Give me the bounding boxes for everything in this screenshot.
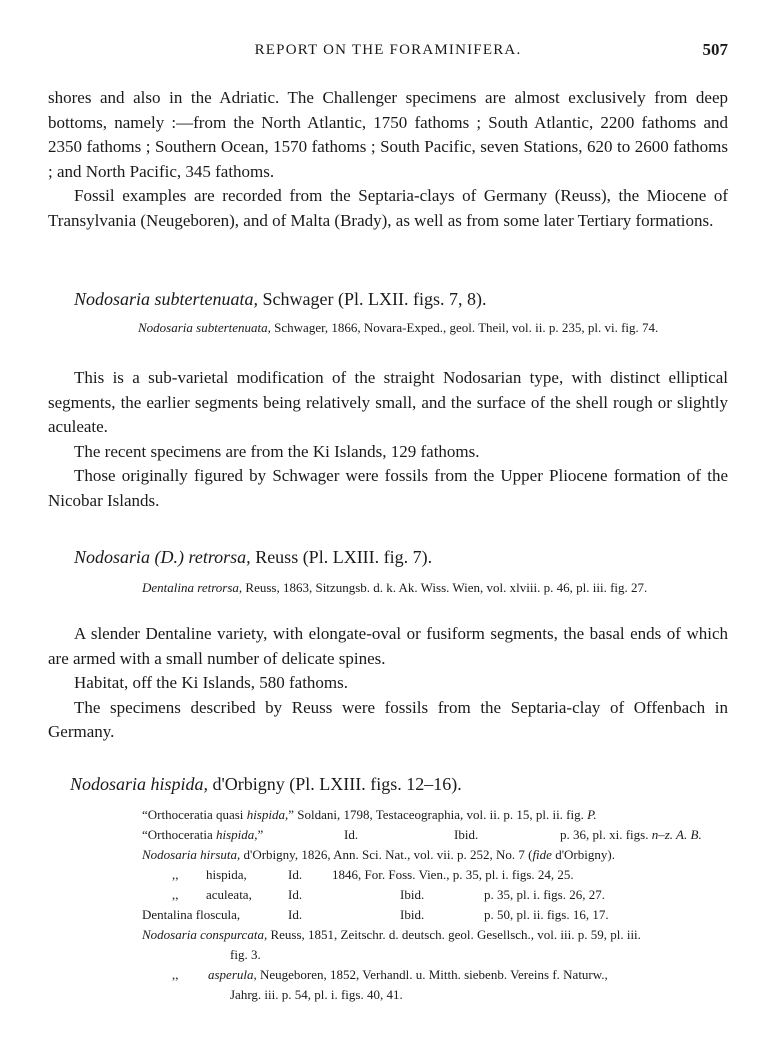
paragraph: The recent specimens are from the Ki Islands, 129 fathoms. (74, 441, 480, 461)
synonym-reference (560, 825, 702, 845)
paragraph: Fossil examples are recorded from the Septaria-clays of Germany (Reuss), the Miocene of Transylvania (Neugeboren), and of Malta (Brady), as well as from some later Tertiary formations. (48, 186, 728, 230)
synonym-name: aculeata, (206, 887, 252, 902)
ditto-mark: ,, (172, 887, 179, 902)
synonym-reference-continued: fig. 3. (230, 947, 261, 962)
page-number: 507 (702, 40, 728, 59)
ditto-mark: ,, (172, 867, 179, 882)
paragraph: shores and also in the Adriatic. The Challenger specimens are almost exclusively from deep bottoms, namely :—from the North Atlantic, 1750 fathoms ; South Atlantic, 2200 fathoms and 2350 fathoms ; Southern Ocean, 1570 fathoms ; South Pacific, seven Stations, 620 to 2600 fathoms ; and North Pacific, 345 fathoms. (48, 88, 728, 181)
species-heading (74, 545, 734, 569)
synonym-text: “Orthoceratia (142, 827, 216, 842)
synonym-entry (142, 805, 597, 825)
synonym-name: Nodosaria subtertenuata, (138, 320, 271, 335)
species-description (48, 366, 728, 513)
synonym-text: fide (532, 847, 552, 862)
synonym-name: hispida, (206, 867, 247, 882)
ditto-mark: ,, (172, 967, 179, 982)
synonym-entry (142, 845, 615, 865)
synonym-idem: Id. (344, 827, 359, 842)
synonym-name: asperula, (208, 967, 257, 982)
species-heading (70, 772, 730, 796)
running-header: REPORT ON THE FORAMINIFERA. (254, 42, 522, 58)
paragraph: A slender Dentaline variety, with elongate-oval or fusiform segments, the basal ends of which are armed with a small number of delicate spines. (48, 624, 728, 668)
species-name: Nodosaria subtertenuata, (74, 289, 259, 309)
paragraph: Those originally figured by Schwager were fossils from the Upper Pliocene formation of the Nicobar Islands. (48, 466, 728, 510)
synonym-reference: 1846, For. Foss. Vien., p. 35, pl. i. figs. 24, 25. (332, 867, 574, 882)
synonym-idem: Id. (288, 867, 303, 882)
synonym-idem: Id. (288, 907, 303, 922)
species-name: Nodosaria hispida, (70, 774, 209, 794)
synonym-reference: Reuss, 1851, Zeitschr. d. deutsch. geol. Gesellsch., vol. iii. p. 59, pl. iii. (267, 927, 641, 942)
synonym-reference: ” Soldani, 1798, Testaceographia, vol. ii. p. 15, pl. ii. fig. (288, 807, 588, 822)
synonym-name: hispida, (246, 807, 289, 822)
species-authority: Schwager (Pl. LXII. figs. 7, 8). (258, 289, 487, 309)
synonym-text: d'Orbigny). (551, 847, 615, 862)
reference-text: p. 36, pl. xi. figs. (560, 827, 652, 842)
synonym-name: Dentalina floscula, (142, 907, 241, 922)
synonym-reference-continued: Jahrg. iii. p. 54, pl. i. figs. 40, 41. (230, 987, 403, 1002)
synonym-name: Nodosaria hirsuta, (142, 847, 241, 862)
species-heading (74, 287, 734, 311)
synonym-reference: Reuss, 1863, Sitzungsb. d. k. Ak. Wiss. Wien, vol. xlviii. p. 46, pl. iii. fig. 27. (242, 580, 648, 595)
synonym-figure: P. (587, 807, 597, 822)
synonym-text: ” (257, 827, 264, 842)
synonym-ibid: Ibid. (400, 907, 425, 922)
synonym-ibid: Ibid. (400, 887, 425, 902)
intro-text (48, 86, 728, 233)
synonym-idem: Id. (288, 887, 303, 902)
synonym-name: Dentalina retrorsa, (142, 580, 243, 595)
species-name: Nodosaria (D.) retrorsa, (74, 547, 251, 567)
synonymy (138, 318, 728, 338)
synonym-entry (208, 965, 608, 985)
synonym-ibid: Ibid. (454, 827, 479, 842)
synonym-entry (142, 825, 263, 845)
synonym-reference: p. 50, pl. ii. figs. 16, 17. (484, 907, 609, 922)
species-description (48, 622, 728, 745)
synonym-reference: Schwager, 1866, Novara-Exped., geol. Theil, vol. ii. p. 235, pl. vi. fig. 74. (270, 320, 659, 335)
synonym-name: hispida, (215, 827, 258, 842)
paragraph: This is a sub-varietal modification of the straight Nodosarian type, with distinct elliptical segments, the earlier segments being relatively small, and the surface of the shell rough or slightly aculeate. (48, 368, 728, 436)
synonym-entry (142, 925, 641, 945)
synonym-name: Nodosaria conspurcata, (142, 927, 268, 942)
species-authority: d'Orbigny (Pl. LXIII. figs. 12–16). (208, 774, 462, 794)
synonymy (142, 578, 728, 598)
synonym-text: “Orthoceratia quasi (142, 807, 247, 822)
paragraph: The specimens described by Reuss were fossils from the Septaria-clay of Offenbach in Germany. (48, 697, 728, 741)
synonym-reference: Neugeboren, 1852, Verhandl. u. Mitth. siebenb. Vereins f. Naturw., (256, 967, 608, 982)
synonym-reference: d'Orbigny, 1826, Ann. Sci. Nat., vol. vii. p. 252, No. 7 ( (240, 847, 533, 862)
paragraph: Habitat, off the Ki Islands, 580 fathoms. (74, 673, 349, 692)
species-authority: Reuss (Pl. LXIII. fig. 7). (250, 547, 433, 567)
synonym-reference: p. 35, pl. i. figs. 26, 27. (484, 887, 605, 902)
reference-figures: n–z. A. B. (651, 827, 702, 842)
